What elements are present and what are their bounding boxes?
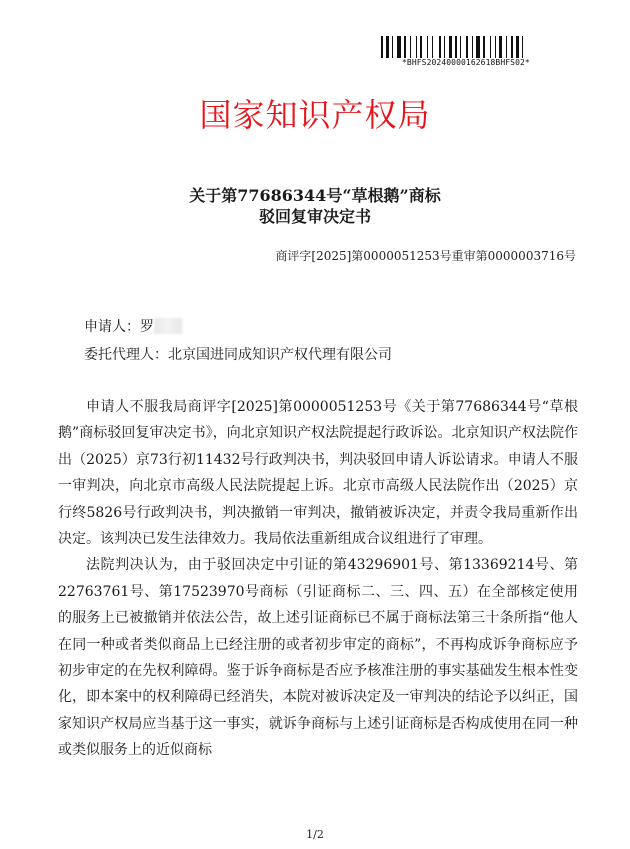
applicant-label: 申请人：罗 xyxy=(84,319,154,335)
barcode-bar xyxy=(402,36,403,58)
barcode-bar xyxy=(420,36,422,58)
barcode-bar xyxy=(503,36,505,58)
barcode-bar xyxy=(483,36,485,58)
barcode-bar xyxy=(434,36,438,58)
barcode-bar xyxy=(407,36,409,58)
barcode-bar xyxy=(490,36,491,58)
barcode-bar xyxy=(381,36,383,58)
barcode-bar xyxy=(458,36,459,58)
org-title: 国家知识产权局 xyxy=(199,96,431,134)
document-title xyxy=(0,185,630,227)
paragraph-2: 法院判决认为，由于驳回决定中引证的第43296901号、第13369214号、第22763761号、第17523970号商标（引证商标二、三、四、五）在全部核定使用的服务上已被撤销并依法公告，故上述引证商标已不属于商标法第三十条所指“他人在同一种或者类似商品上已经注册的或者初步审定的商标”，不再构成诉争商标应予初步审定的在先权利障碍。鉴于诉争商标是否应予核准注册的事实基础发生根本性变化，即本案中的权利障碍已经消失，本院对被诉决定及一审判决的结论予以纠正，国家知识产权局应当基于这一事实，就诉争商标与上述引证商标是否构成使用在同一种或类似服务上的近似商标 xyxy=(58,557,578,759)
barcode-bar xyxy=(492,36,494,58)
barcode-bar xyxy=(394,36,396,58)
barcode-bar xyxy=(412,36,415,58)
barcode-bar xyxy=(499,36,502,58)
barcode-bar xyxy=(495,36,496,58)
barcode-bar xyxy=(469,36,471,58)
barcode-bar xyxy=(416,36,417,58)
barcode-bar xyxy=(466,36,468,58)
barcode-bar xyxy=(446,36,448,58)
redacted-name xyxy=(154,318,182,334)
barcode-bar xyxy=(474,36,475,58)
reference-number: 商评字[2025]第0000051253号重审第0000003716号 xyxy=(275,249,576,263)
document-title-line2: 驳回复审决定书 xyxy=(258,207,371,226)
barcode-bar xyxy=(418,36,419,58)
barcode-bar xyxy=(386,36,389,58)
barcode-bar xyxy=(453,36,454,58)
barcode-bar xyxy=(486,36,489,58)
barcode-bar xyxy=(476,36,480,58)
document-title-line1: 关于第77686344号“草根鹅”商标 xyxy=(189,186,441,205)
barcode-bar xyxy=(455,36,457,58)
barcode-bar xyxy=(522,36,523,58)
barcode-bar xyxy=(392,36,393,58)
barcode-bar xyxy=(427,36,428,58)
barcode-bar xyxy=(432,36,433,58)
barcode-bar xyxy=(384,36,385,58)
barcode-bar xyxy=(429,36,431,58)
barcode-bar xyxy=(481,36,482,58)
barcode-bar xyxy=(410,36,411,58)
page-number: 1/2 xyxy=(306,828,324,841)
barcode-bar xyxy=(508,36,510,58)
barcode-bar xyxy=(472,36,473,58)
barcode-bar xyxy=(520,36,521,58)
paragraph-1: 申请人不服我局商评字[2025]第0000051253号《关于第77686344号“草根鹅”商标驳回复审决定书》，向北京知识产权法院提起行政诉讼。北京知识产权法院作出（2025）京73行初11432号行政判决书，判决驳回申请人诉讼请求。申请人不服一审判决，向北京市高级人民法院提起上诉。北京市高级人民法院作出（2025）京行终5826号行政判决书，判决撤销一审判决，撤销被诉决定，并责令我局重新作出决定。该判决已发生法律效力。我局依法重新组成合议组进行了审理。 xyxy=(58,399,578,548)
barcode-bar xyxy=(423,36,426,58)
applicant-line xyxy=(84,316,182,336)
barcode-bar xyxy=(460,36,461,58)
barcode-bar xyxy=(404,36,406,58)
barcode-bar xyxy=(442,36,443,58)
barcode-bar xyxy=(462,36,465,58)
document-body xyxy=(58,394,578,764)
barcode xyxy=(381,36,549,58)
barcode-text: *BHFS20240000162618BHFS02* xyxy=(402,58,530,67)
barcode-bar xyxy=(397,36,401,58)
barcode-bar xyxy=(449,36,452,58)
barcode-bar xyxy=(444,36,445,58)
barcode-bar xyxy=(506,36,507,58)
barcode-bar xyxy=(516,36,519,58)
barcode-bar xyxy=(511,36,513,58)
barcode-bar xyxy=(390,36,391,58)
barcode-bar xyxy=(439,36,441,58)
barcode-bar xyxy=(497,36,498,58)
barcode-bar xyxy=(524,36,526,58)
agent-line: 委托代理人：北京国进同成知识产权代理有限公司 xyxy=(84,347,392,363)
barcode-bar xyxy=(514,36,515,58)
